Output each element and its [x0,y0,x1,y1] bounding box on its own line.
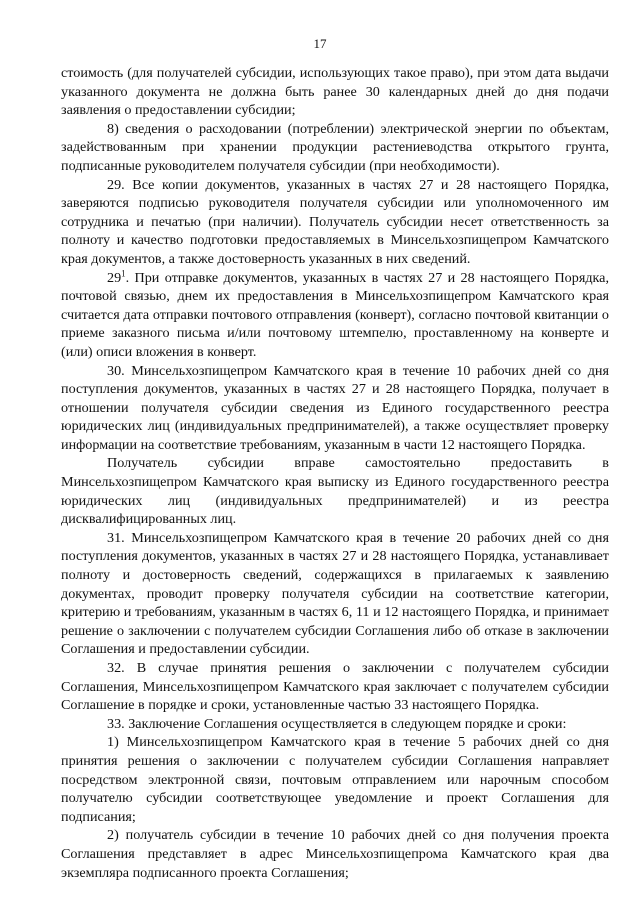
paragraph-33-item-2: 2) получатель субсидии в течение 10 рабочих дней со дня получения проекта Соглашения представляет в адрес Минсельхозпищепрома Камчатского края два экземпляра подписанного проекта Соглашения; [61,827,609,881]
paragraph-29-1: $29^1$. При отправке документов, указанных в частях 27 и 28 настоящего Порядка, почтовой связью, днем их предоставления в Минсельхозпищепром Камчатского края считается дата отправки почтового отправления (конверт), согласно почтовой квитанции о приеме заказного письма и/или почтовому штемпелю, проставленному на конверте и (или) описи вложения в конверт. [61,267,609,360]
paragraph-cost-statement: стоимость (для получателей субсидии, использующих такое право), при этом дата выдачи указанного документа не должна быть ранее 30 календарных дней до дня подачи заявления о предоставлении субсидии; [61,65,609,119]
paragraph-31: 31. Минсельхозпищепром Камчатского края в течение 20 рабочих дней со дня поступления документов, указанных в частях 27 и 28 настоящего Порядка, устанавливает полноту и достоверность сведений, содержащихся в прилагаемых к заявлению документах, проводит проверку получателя субсидии на соответствие категории, критерию и требованиям, указанным в частях 6, 11 и 12 настоящего Порядка, и принимает решение о заключении с получателем субсидии Соглашения либо об отказе в заключении Соглашения и предоставлении субсидии. [61,529,609,658]
paragraph-29: 29. Все копии документов, указанных в частях 27 и 28 настоящего Порядка, заверяются подписью руководителя получателя субсидии или уполномоченного им сотрудника и печатью (при наличии). Получатель субсидии несет ответственность за полноту и качество подготовки предоставляемых в Минсельхозпищепром Камчатского края документов, а также достоверность указанных в них сведений. [61,176,609,267]
paragraph-33-item-1: 1) Минсельхозпищепром Камчатского края в течение 5 рабочих дней со дня принятия решения о заключении с получателем субсидии Соглашения направляет посредством электронной связи, почтовым отправлением или нарочным способом получателю субсидии соответствующее уведомление и проект Соглашения для подписания; [61,734,609,825]
paragraph-item-8: 8) сведения о расходовании (потреблении) электрической энергии по объектам, задействованным при хранении продукции растениеводства открытого грунта, подписанные руководителем получателя субсидии (при необходимости). [61,120,609,174]
paragraph-30-right: Получатель субсидии вправе самостоятельно предоставить в Минсельхозпищепром Камчатского края выписку из Единого государственного реестра юридических лиц (индивидуальных предпринимателей) и из реестра дисквалифицированных лиц. [61,455,609,528]
document-body [61,64,609,882]
paragraph-32: 32. В случае принятия решения о заключении с получателем субсидии Соглашения, Минсельхозпищепром Камчатского края заключает с получателем субсидии Соглашение в порядке и сроки, установленные частью 33 настоящего Порядка. [61,660,609,714]
paragraph-33: 33. Заключение Соглашения осуществляется в следующем порядке и сроки: [107,715,567,732]
paragraph-30: 30. Минсельхозпищепром Камчатского края в течение 10 рабочих дней со дня поступления документов, указанных в частях 27 и 28 настоящего Порядка, получает в отношении получателя субсидии сведения из Единого государственного реестра юридических лиц (индивидуальных предпринимателей), а также осуществляет проверку информации на соответствие требованиям, указанным в части 12 настоящего Порядка. [61,362,609,453]
page-number: 17 [313,36,327,51]
